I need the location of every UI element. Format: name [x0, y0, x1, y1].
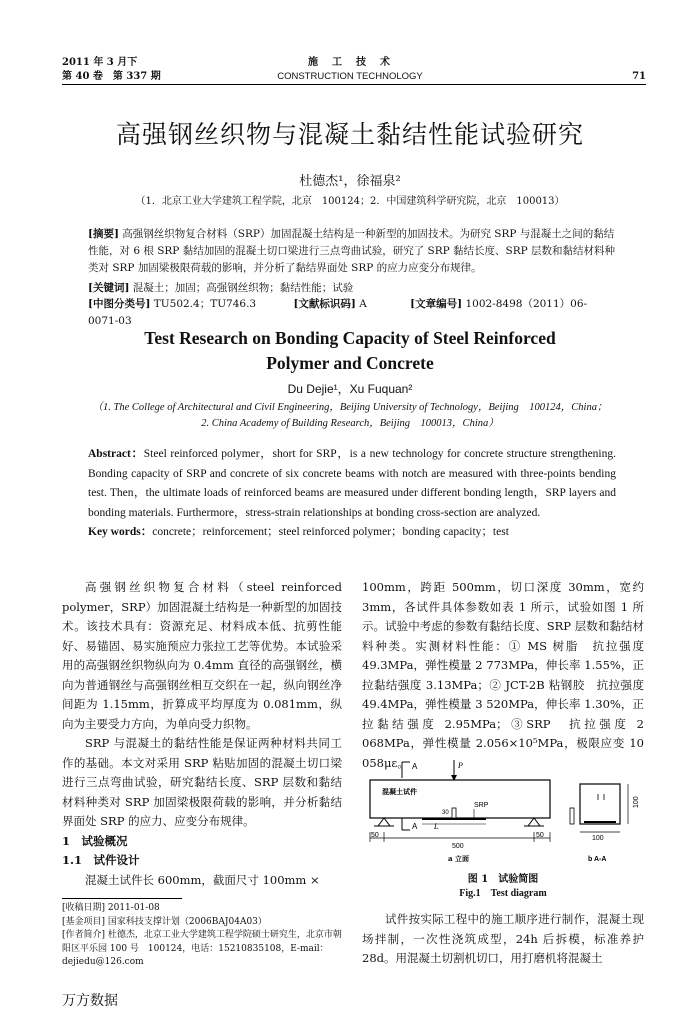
dim-50-left: 50	[371, 832, 379, 839]
authors-en: Du Dejie¹，Xu Fuquan²	[287, 382, 413, 396]
abstract-en-text: Steel reinforced polymer，short for SRP，is a new technology for concrete structure strengthening. Bonding capacity of SRP and concrete of six concrete beams with notch are measured with three-points bending test. Then，the ultimate loads of reinforced beams are measured under different bonding length，SRP layers and bonding materials. Furthermore，stress-strain relationships at bonding cross-section are analyzed.	[88, 448, 617, 519]
test-diagram	[362, 758, 662, 888]
view-label-front: a 立面	[448, 854, 469, 863]
right-paragraph-1: 100mm，跨距 500mm，切口深度 30mm，宽约 3mm，各试件具体参数如表 1 所示，试验如图 1 所示。试验中考虑的参数有黏结长度、SRP 层数和黏结材料种类。实测材料性能：① MS 树脂 抗拉强度 49.3MPa，弹性模量 2 773MPa，伸长率 1.55%，正拉黏结强度 3.13MPa；② JCT-2B 粘钢胶 抗拉强度 49.4MPa，弹性模量 3 520MPa，伸长率 1.30%，正拉黏结强度 2.95MPa；③SRP 抗拉强度 2 068MPa，弹性模量 2.056×10⁵MPa，极限应变 10 058με。	[362, 580, 644, 770]
notch-depth-label: 30	[442, 810, 449, 816]
authors-cn: 杜德杰¹，徐福泉²	[299, 174, 401, 189]
section-1-heading: 1 试验概况	[62, 833, 128, 848]
article-number-label: [文章编号]	[410, 298, 463, 310]
keywords-en-text: concrete；reinforcement；steel reinforced polymer；bonding capacity；test	[152, 526, 509, 538]
left-column	[62, 578, 342, 890]
affiliation-en-2: 2. China Academy of Building Research，Beijing 100013，China）	[201, 418, 499, 429]
header-rule	[62, 84, 646, 85]
abstract-cn-text: 高强钢丝织物复合材料（SRP）加固混凝土结构是一种新型的加固技术。为研究 SRP 与混凝土之间的黏结性能，对 6 根 SRP 黏结加固的混凝土切口梁进行三点弯曲试验，研究了 SRP 黏结长度、SRP 层数和黏结材料种类对 SRP 加固梁极限荷载的影响，并分析了黏结界面处 SRP 的应力应变分布规律。	[88, 228, 616, 274]
classification-line	[88, 296, 616, 330]
section-1-1-heading: 1.1 试件设计	[62, 853, 140, 867]
footnote	[62, 902, 344, 970]
dim-50-right: 50	[536, 832, 544, 839]
view-label-section: b A-A	[588, 856, 607, 863]
left-paragraph-1: 高强钢丝织物复合材料（steel reinforced polymer，SRP）加固混凝土结构是一种新型的加固技术。该技术具有：资源充足、材料成本低、抗剪性能好、易锚固、易实施预应力张拉工艺等优势。本试验采用的高强钢丝织物纵向为 0.4mm 直径的高强钢丝，横向为普通钢丝与高强钢丝相互交织在一起，纵向钢丝净间距为 1.15mm，折算成平均厚度为 0.081mm，纵向为主要受力方向，为单向受力织物。	[62, 580, 342, 731]
keywords-cn-text: 混凝土；加固；高强钢丝织物；黏结性能；试验	[132, 282, 354, 294]
footnote-received: [收稿日期] 2011-01-08	[62, 903, 160, 913]
abstract-cn	[88, 226, 616, 277]
abstract-cn-label: [摘要]	[88, 228, 119, 240]
article-number-value: 1002-8498（2011）06-0071-03	[88, 298, 588, 327]
right-column-continued	[362, 910, 644, 969]
footnote-author: [作者简介] 杜德杰，北京工业大学建筑工程学院硕士研究生，北京市朝阳区平乐园 100 号 100124，电话：15210835108，E-mail：dejiedu@126.com	[62, 930, 342, 967]
keywords-en-label: Key words：	[88, 526, 153, 538]
clc-value: TU502.4；TU746.3	[153, 298, 257, 310]
figure-caption-cn: 图 1 试验简图	[467, 874, 539, 885]
affiliation-cn: （1．北京工业大学建筑工程学院，北京 100124；2．中国建筑科学研究院，北京 100013）	[135, 196, 565, 207]
figure-caption-en: Fig.1 Test diagram	[459, 888, 547, 899]
header-journal-cn: 施 工 技 术	[308, 57, 392, 68]
clc-label: [中图分类号]	[88, 298, 151, 310]
title-en-line1: Test Research on Bonding Capacity of Steel Reinforced	[144, 328, 556, 348]
right-support	[528, 818, 540, 826]
load-label: P	[458, 761, 463, 770]
doc-code-value: A	[359, 298, 367, 310]
srp-label: SRP	[474, 802, 489, 809]
keywords-cn-label: [关键词]	[88, 282, 130, 294]
specimen-label: 混凝土试件	[382, 787, 417, 796]
section-label-a-top: A	[412, 762, 418, 771]
concrete-beam	[370, 780, 550, 818]
left-support	[378, 818, 390, 826]
right-column	[362, 578, 644, 773]
header-page-number: 71	[632, 71, 646, 82]
dim-100-bottom: 100	[592, 835, 604, 842]
title-cn: 高强钢丝织物与混凝土黏结性能试验研究	[115, 120, 584, 149]
affiliation-en-1: （1. The College of Architectural and Civil Engineering，Beijing University of Technology，Beijing 100124，China；	[92, 402, 608, 413]
footnote-rule	[62, 898, 182, 899]
title-en	[0, 326, 700, 376]
keywords-cn	[88, 280, 616, 297]
title-en-line2: Polymer and Concrete	[266, 353, 434, 373]
header-volume: 第 40 卷 第 337 期	[62, 71, 161, 82]
abstract-en	[88, 445, 616, 543]
header-journal-en: CONSTRUCTION TECHNOLOGY	[277, 71, 423, 82]
left-paragraph-2: SRP 与混凝土的黏结性能是保证两种材料共同工作的基础。本文对采用 SRP 粘贴加固的混凝土切口梁进行三点弯曲试验，研究黏结长度、SRP 层数和黏结材料种类对 SRP 加固梁极限荷载的影响，并分析黏结界面处 SRP 的应力、应变分布规律。	[62, 736, 342, 828]
watermark: 万方数据	[62, 992, 118, 1008]
abstract-en-label: Abstract：	[88, 448, 144, 460]
doc-code-label: [文献标识码]	[293, 298, 356, 310]
left-paragraph-3: 混凝土试件长 600mm，截面尺寸 100mm ×	[85, 872, 320, 887]
header-date: 2011 年 3 月下	[62, 57, 138, 68]
cross-section	[580, 784, 620, 824]
dim-500: 500	[452, 843, 464, 850]
dim-100-side: 100	[633, 796, 640, 808]
notch	[452, 808, 456, 818]
right-paragraph-2: 试件按实际工程中的施工顺序进行制作，混凝土现场拌制，一次性浇筑成型，24h 后拆模，标准养护 28d。用混凝土切割机切口，用打磨机将混凝土	[362, 912, 644, 965]
footnote-fund: [基金项目] 国家科技支撑计划（2006BAJ04A03）	[62, 916, 267, 927]
section-label-a-bottom: A	[412, 822, 418, 831]
bond-length-label: L	[434, 823, 439, 831]
affiliation-en	[0, 400, 700, 432]
